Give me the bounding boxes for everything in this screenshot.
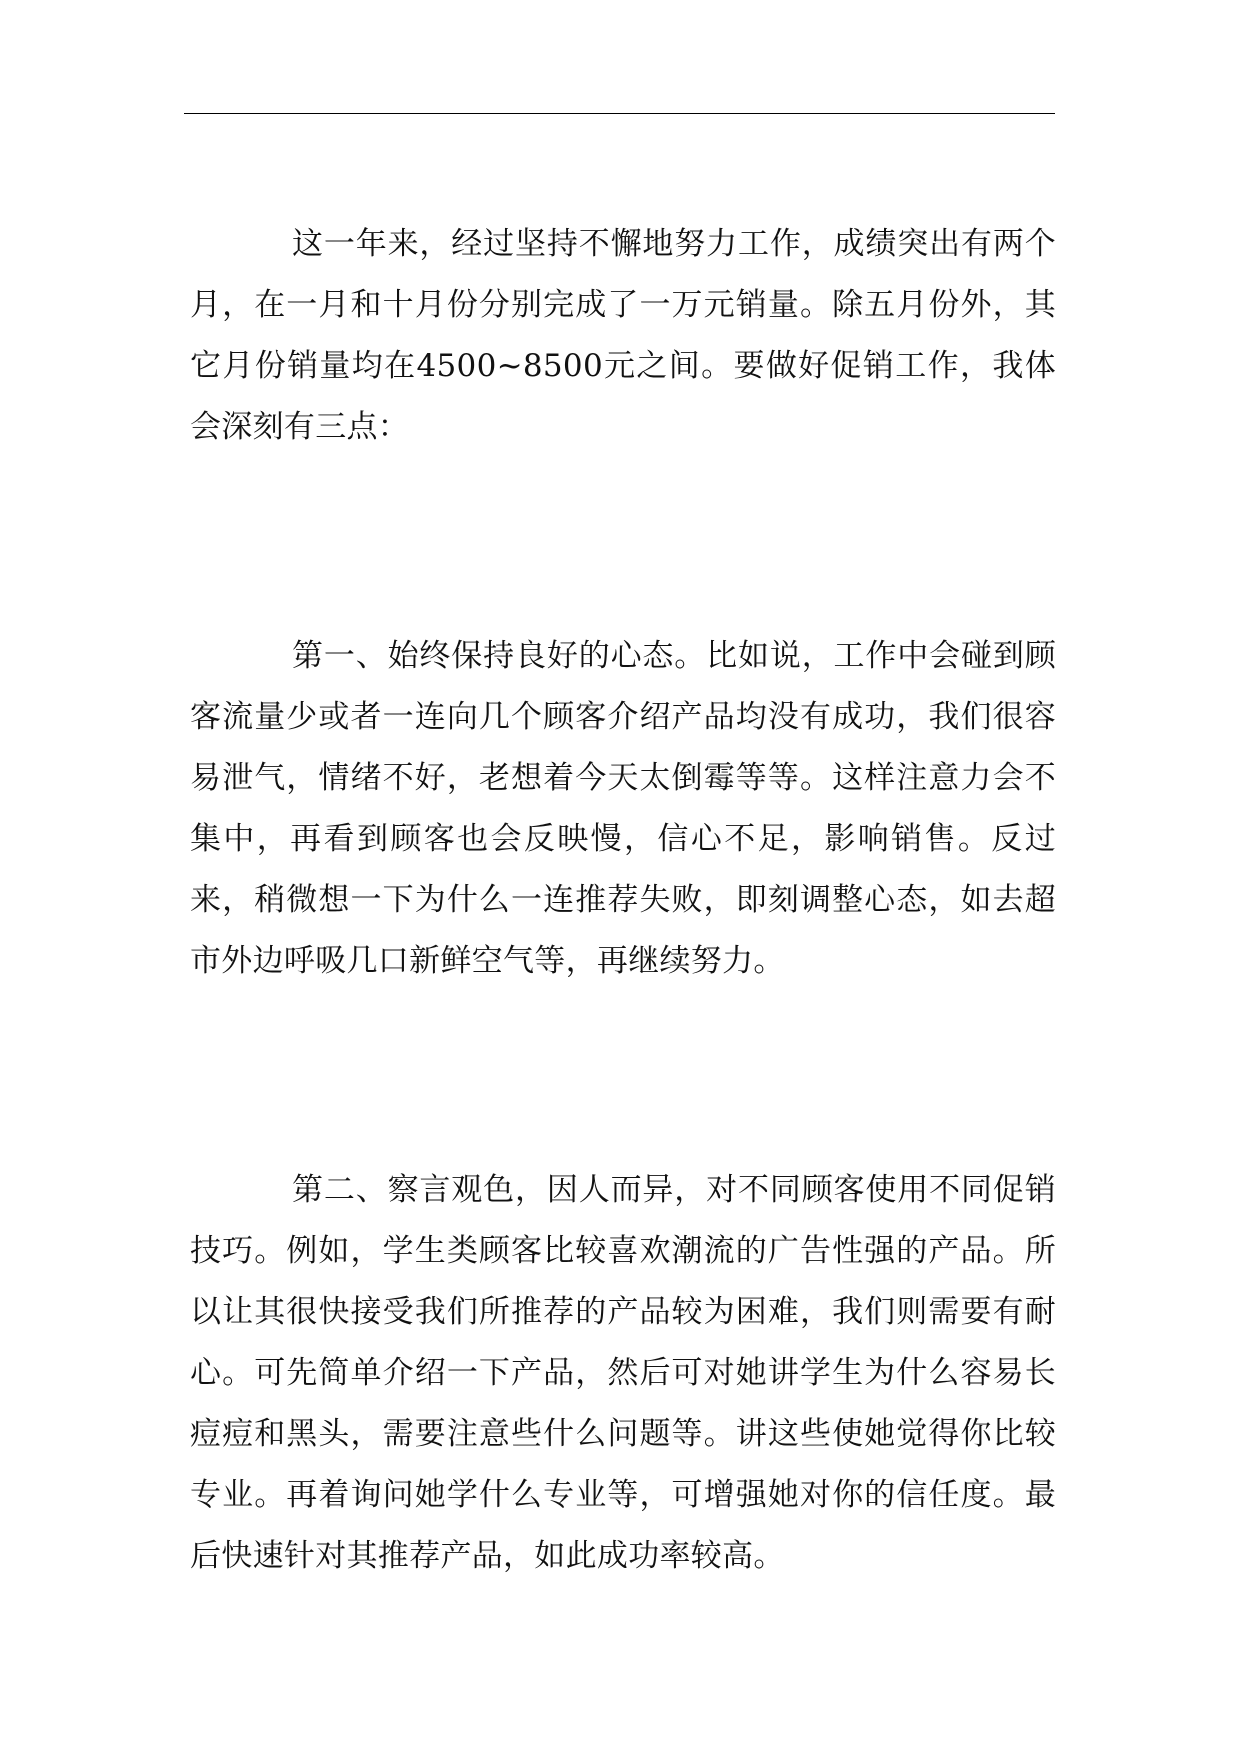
document-body: [190, 214, 1056, 1587]
paragraph-point-two: 第二、察言观色，因人而异，对不同顾客使用不同促销技巧。例如，学生类顾客比较喜欢潮流的广告性强的产品。所以让其很快接受我们所推荐的产品较为困难，我们则需要有耐心。可先简单介绍一下产品，然后可对她讲学生为什么容易长痘痘和黑头，需要注意些什么问题等。讲这些使她觉得你比较专业。再着询问她学什么专业等，可增强她对你的信任度。最后快速针对其推荐产品，如此成功率较高。: [190, 1172, 1056, 1574]
paragraph-point-one: 第一、始终保持良好的心态。比如说，工作中会碰到顾客流量少或者一连向几个顾客介绍产品均没有成功，我们很容易泄气，情绪不好，老想着今天太倒霉等等。这样注意力会不集中，再看到顾客也会反映慢，信心不足，影响销售。反过来，稍微想一下为什么一连推荐失败，即刻调整心态，如去超市外边呼吸几口新鲜空气等，再继续努力。: [190, 638, 1056, 979]
paragraph-intro: 这一年来，经过坚持不懈地努力工作，成绩突出有两个月，在一月和十月份分别完成了一万元销量。除五月份外，其它月份销量均在4500~8500元之间。要做好促销工作，我体会深刻有三点：: [190, 226, 1056, 445]
header-rule: [184, 113, 1055, 114]
